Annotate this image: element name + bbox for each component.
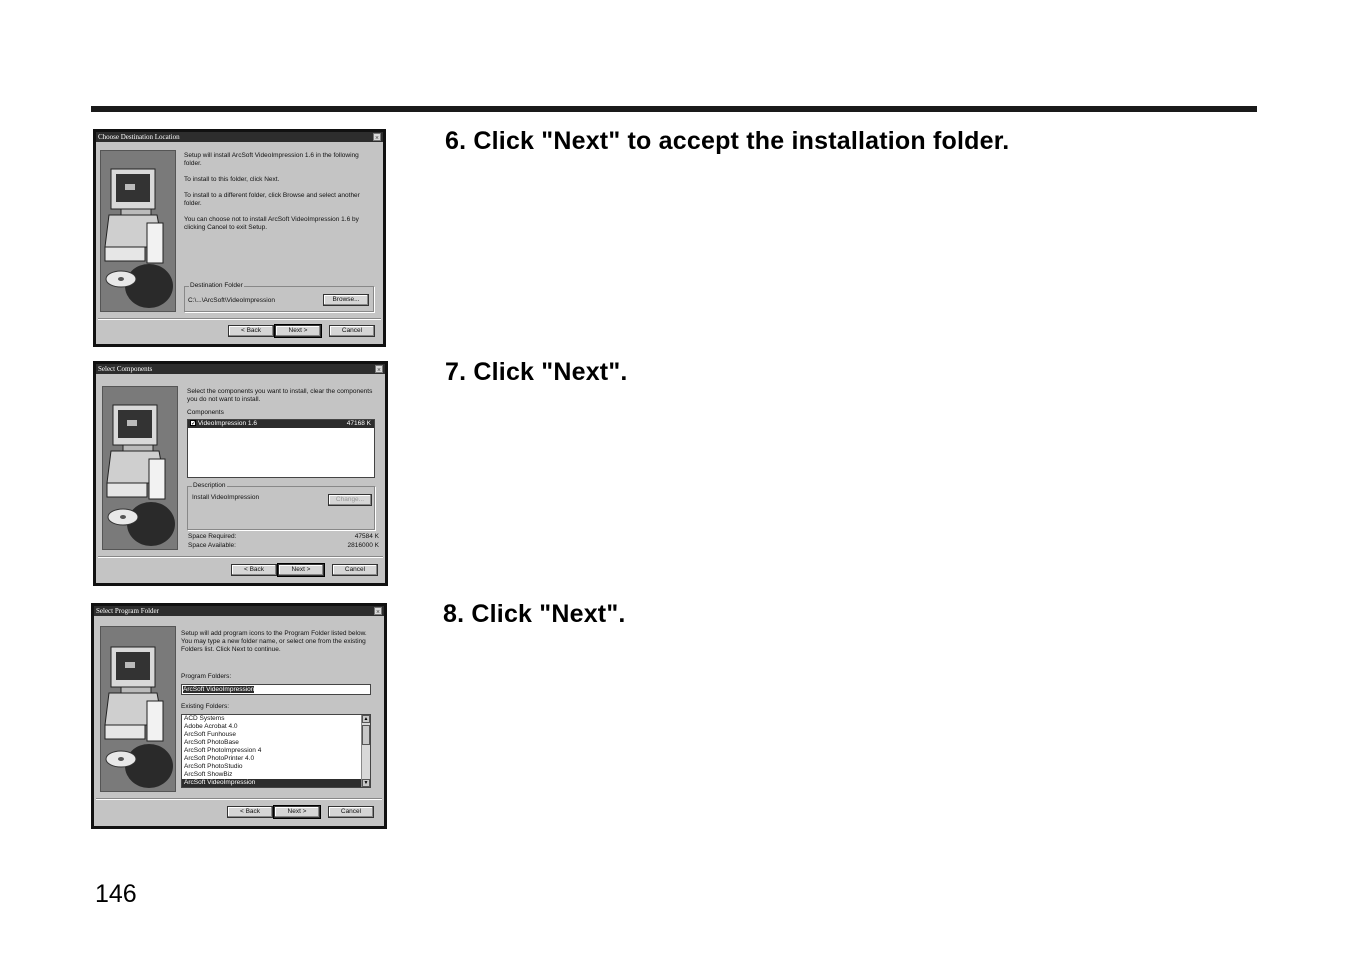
dialog-title: Choose Destination Location — [98, 133, 180, 141]
next-button[interactable]: Next > — [278, 564, 324, 576]
dialog-title: Select Program Folder — [96, 607, 159, 615]
close-icon[interactable]: × — [374, 607, 382, 615]
existing-folders-list[interactable] — [181, 714, 371, 788]
next-button[interactable]: Next > — [274, 806, 320, 818]
dialog-separator — [96, 798, 382, 799]
components-list — [187, 419, 375, 478]
component-name: VideoImpression 1.6 — [197, 420, 257, 427]
next-instruction-text: To install to this folder, click Next. — [184, 176, 280, 183]
setup-illustration — [100, 626, 176, 792]
browse-button[interactable]: Browse... — [323, 294, 369, 306]
list-item[interactable]: ArcSoft PhotoPrinter 4.0 — [184, 755, 255, 762]
header-rule — [91, 106, 1257, 112]
dialog-separator — [98, 556, 383, 557]
list-item[interactable]: ArcSoft ShowBiz — [184, 771, 233, 778]
program-folder-input[interactable] — [181, 684, 371, 695]
cancel-button[interactable]: Cancel — [329, 325, 375, 337]
dialog-select-components — [96, 364, 385, 583]
cancel-button[interactable]: Cancel — [332, 564, 378, 576]
screenshot-destination-location — [93, 129, 386, 347]
dialog-select-program-folder — [94, 606, 384, 826]
folders-scrollbar[interactable] — [361, 715, 370, 787]
computer-illustration-icon — [101, 151, 176, 312]
list-item[interactable]: Adobe Acrobat 4.0 — [184, 723, 238, 730]
close-icon[interactable]: × — [373, 133, 381, 141]
existing-folders-label: Existing Folders: — [181, 703, 230, 710]
description-text: Install VideoImpression — [192, 494, 260, 501]
screenshot-select-components — [93, 361, 388, 586]
list-item[interactable]: ArcSoft Funhouse — [184, 731, 237, 738]
list-item[interactable]: ArcSoft VideoImpression — [182, 779, 361, 787]
browse-instruction-text: To install to a different folder, click Browse and select another folder. — [184, 192, 360, 207]
scroll-up-icon[interactable]: ▲ — [363, 716, 369, 722]
scroll-thumb[interactable] — [362, 725, 370, 745]
back-button[interactable]: < Back — [231, 564, 277, 576]
back-button[interactable]: < Back — [228, 325, 274, 337]
description-label: Description — [193, 482, 226, 489]
program-folder-instructions: Setup will add program icons to the Program Folder listed below. You may type a new folder name, or select one from the existing Folders list. Click Next to continue. — [181, 630, 367, 653]
program-folder-value: ArcSoft VideoImpression — [183, 686, 255, 693]
description-group — [187, 482, 375, 530]
dialog-title-bar — [94, 606, 384, 616]
screenshot-select-program-folder — [91, 603, 387, 829]
cancel-instruction-text: You can choose not to install ArcSoft VideoImpression 1.6 by clicking Cancel to exit Setup. — [184, 216, 359, 231]
dialog-title-bar — [96, 364, 385, 374]
component-size: 47168 K — [346, 420, 371, 427]
scroll-down-icon[interactable]: ▼ — [363, 780, 369, 786]
page-number: 146 — [95, 880, 137, 908]
checkbox-checked-icon[interactable]: ✓ — [191, 421, 197, 428]
close-icon[interactable]: × — [375, 365, 383, 373]
list-item[interactable]: ACD Systems — [184, 715, 225, 722]
computer-illustration-icon — [103, 387, 178, 550]
destination-folder-path: C:\...\ArcSoft\VideoImpression — [188, 297, 275, 304]
intro-text: Setup will install ArcSoft VideoImpression 1.6 in the following folder. — [184, 152, 359, 167]
component-row[interactable] — [188, 420, 374, 428]
components-instructions: Select the components you want to install, clear the components you do not want to install. — [187, 388, 373, 403]
program-folders-label: Program Folders: — [181, 673, 232, 680]
destination-folder-group — [184, 282, 374, 312]
list-item[interactable]: ArcSoft PhotoBase — [184, 739, 239, 746]
space-available-label: Space Available: — [188, 542, 236, 549]
dialog-separator — [98, 318, 381, 319]
dialog-title-bar — [96, 132, 383, 142]
setup-illustration — [100, 150, 176, 312]
space-required-value: 47584 K — [354, 533, 379, 540]
back-button[interactable]: < Back — [227, 806, 273, 818]
next-button[interactable]: Next > — [275, 325, 321, 337]
components-label: Components — [187, 409, 224, 416]
list-item[interactable]: ArcSoft PhotoStudio — [184, 763, 243, 770]
step-7-text: 7. Click "Next". — [445, 358, 628, 386]
space-available-value: 2816000 K — [347, 542, 379, 549]
space-required-label: Space Required: — [188, 533, 237, 540]
step-8-text: 8. Click "Next". — [443, 600, 626, 628]
dialog-destination-location — [96, 132, 383, 344]
destination-folder-label: Destination Folder — [190, 282, 243, 289]
dialog-title: Select Components — [98, 365, 153, 373]
step-6-text: 6. Click "Next" to accept the installation folder. — [445, 127, 1010, 155]
cancel-button[interactable]: Cancel — [328, 806, 374, 818]
list-item[interactable]: ArcSoft PhotoImpression 4 — [184, 747, 262, 754]
change-button[interactable]: Change... — [328, 494, 372, 506]
computer-illustration-icon — [101, 627, 176, 792]
setup-illustration — [102, 386, 178, 550]
